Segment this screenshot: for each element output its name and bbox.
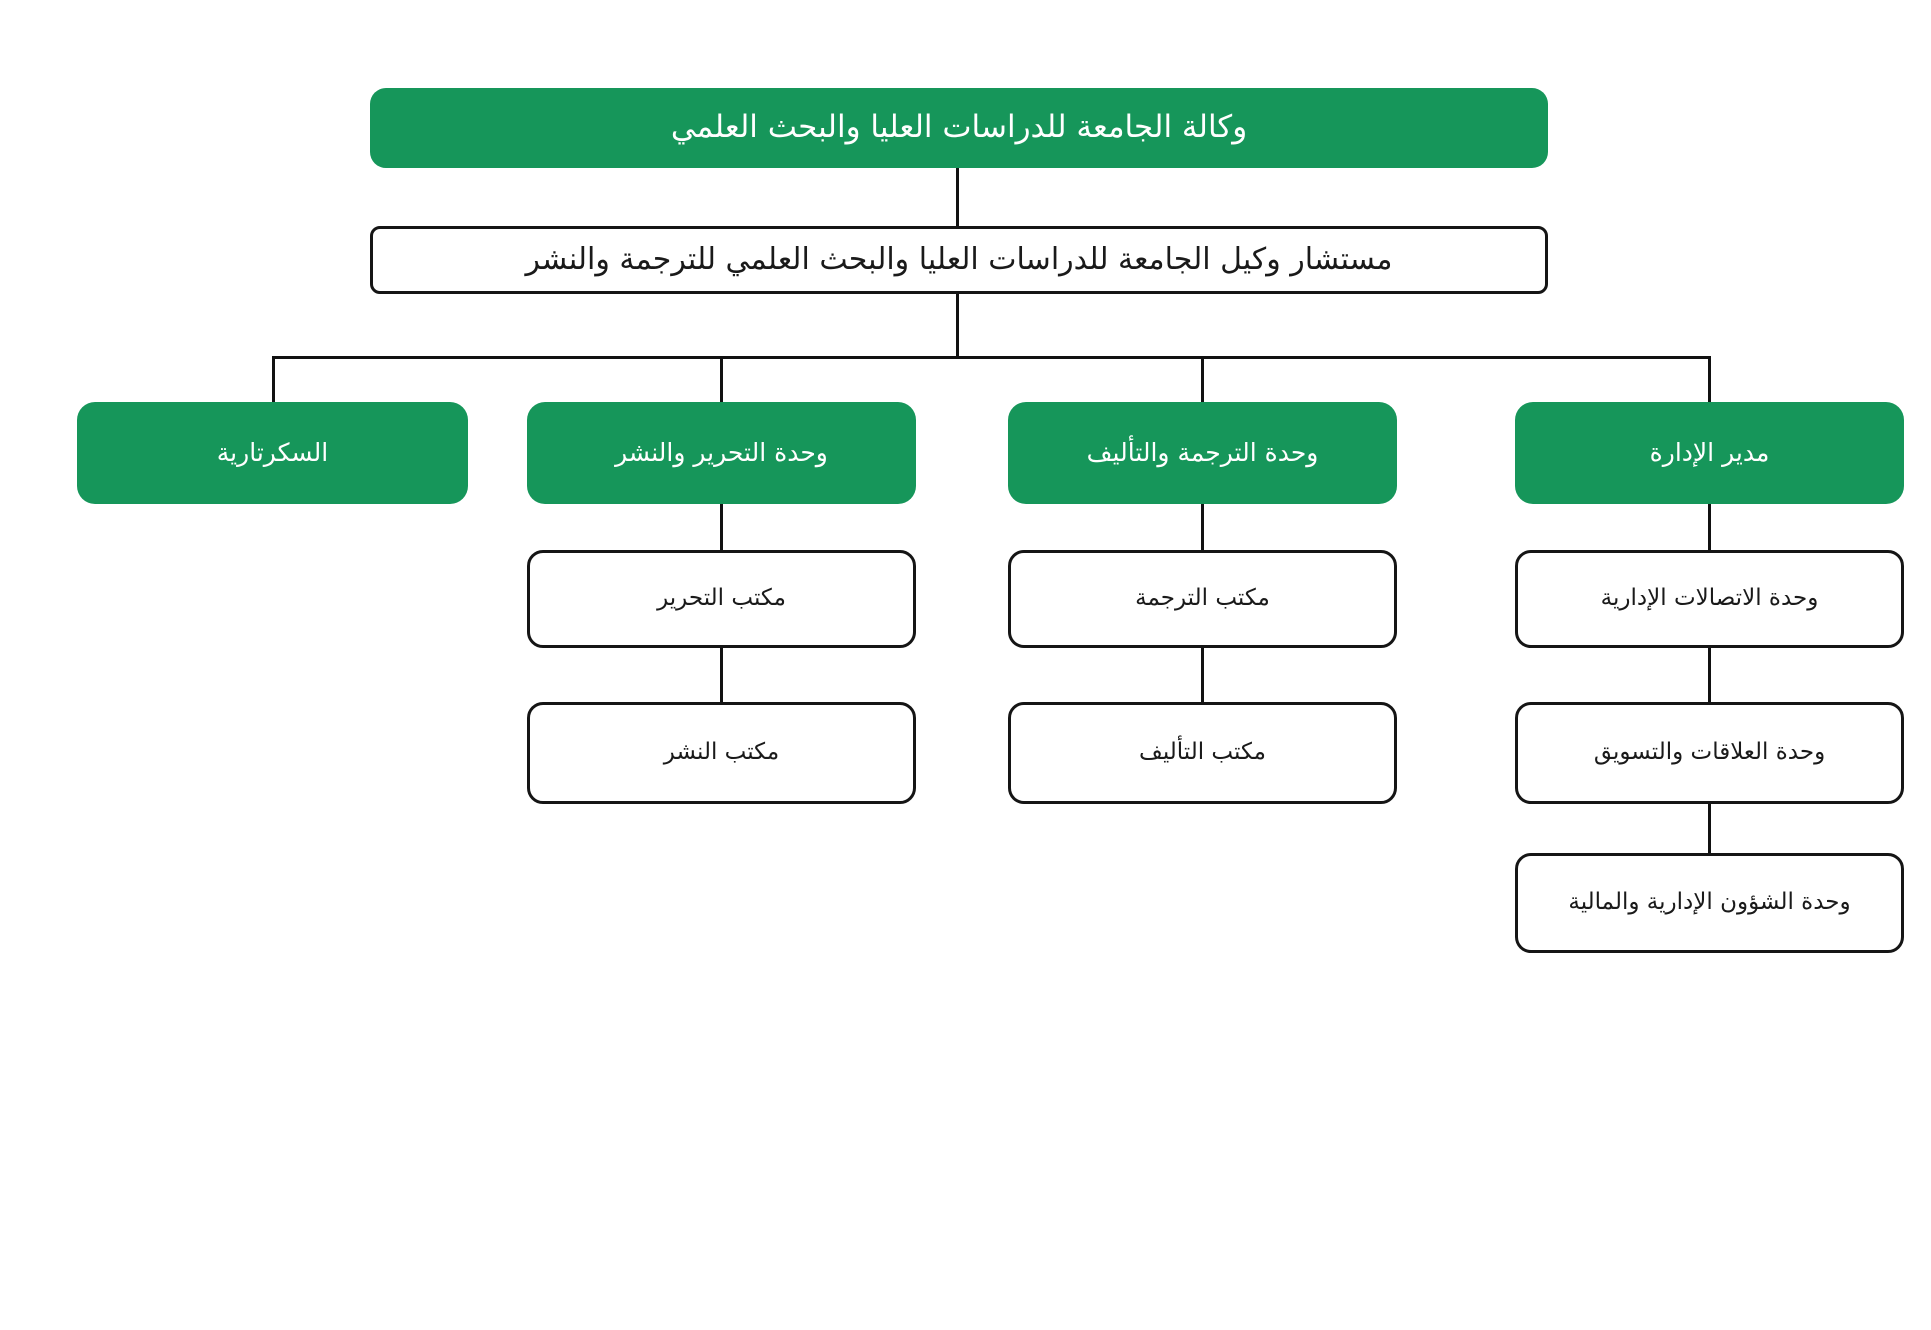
connector-admin-comms [1708,504,1711,550]
node-label: مكتب التحرير [657,585,786,612]
connector-bus [272,356,1711,359]
node-admin-communications-unit [1515,550,1904,648]
connector-drop-secretariat [272,356,275,402]
connector-drop-editing-unit [720,356,723,402]
connector-editing-unit-office [720,504,723,550]
node-label: وحدة العلاقات والتسويق [1593,739,1826,766]
node-secretariat [77,402,468,504]
connector-advisor-bus [956,294,959,356]
node-university-agency [370,88,1548,168]
connector-relations-affairs [1708,804,1711,853]
node-admin-director [1515,402,1904,504]
node-label: وحدة الاتصالات الإدارية [1600,585,1819,612]
node-label: مستشار وكيل الجامعة للدراسات العليا والبحث العلمي للترجمة والنشر [525,241,1393,277]
connector-comms-relations [1708,648,1711,702]
connector-drop-translation-unit [1201,356,1204,402]
connector-translation-unit-office [1201,504,1204,550]
node-label: وكالة الجامعة للدراسات العليا والبحث العلمي [670,109,1248,146]
node-label: وحدة الترجمة والتأليف [1086,438,1319,468]
node-label: مكتب النشر [663,739,780,766]
node-label: مدير الإدارة [1649,438,1770,468]
connector-translation-authoring [1201,648,1204,702]
node-label: وحدة التحرير والنشر [615,438,828,468]
node-editing-publishing-unit [527,402,916,504]
connector-editing-publishing [720,648,723,702]
node-label: مكتب الترجمة [1135,585,1270,612]
node-editing-office [527,550,916,648]
node-relations-marketing-unit [1515,702,1904,804]
node-authoring-office [1008,702,1397,804]
node-label: السكرتارية [216,438,329,468]
node-translation-authoring-unit [1008,402,1397,504]
node-label: مكتب التأليف [1139,739,1266,766]
node-publishing-office [527,702,916,804]
node-translation-office [1008,550,1397,648]
node-label: وحدة الشؤون الإدارية والمالية [1568,889,1851,916]
connector-drop-admin-director [1708,356,1711,402]
node-advisor [370,226,1548,294]
connector-root-advisor [956,168,959,226]
node-admin-financial-affairs-unit [1515,853,1904,953]
